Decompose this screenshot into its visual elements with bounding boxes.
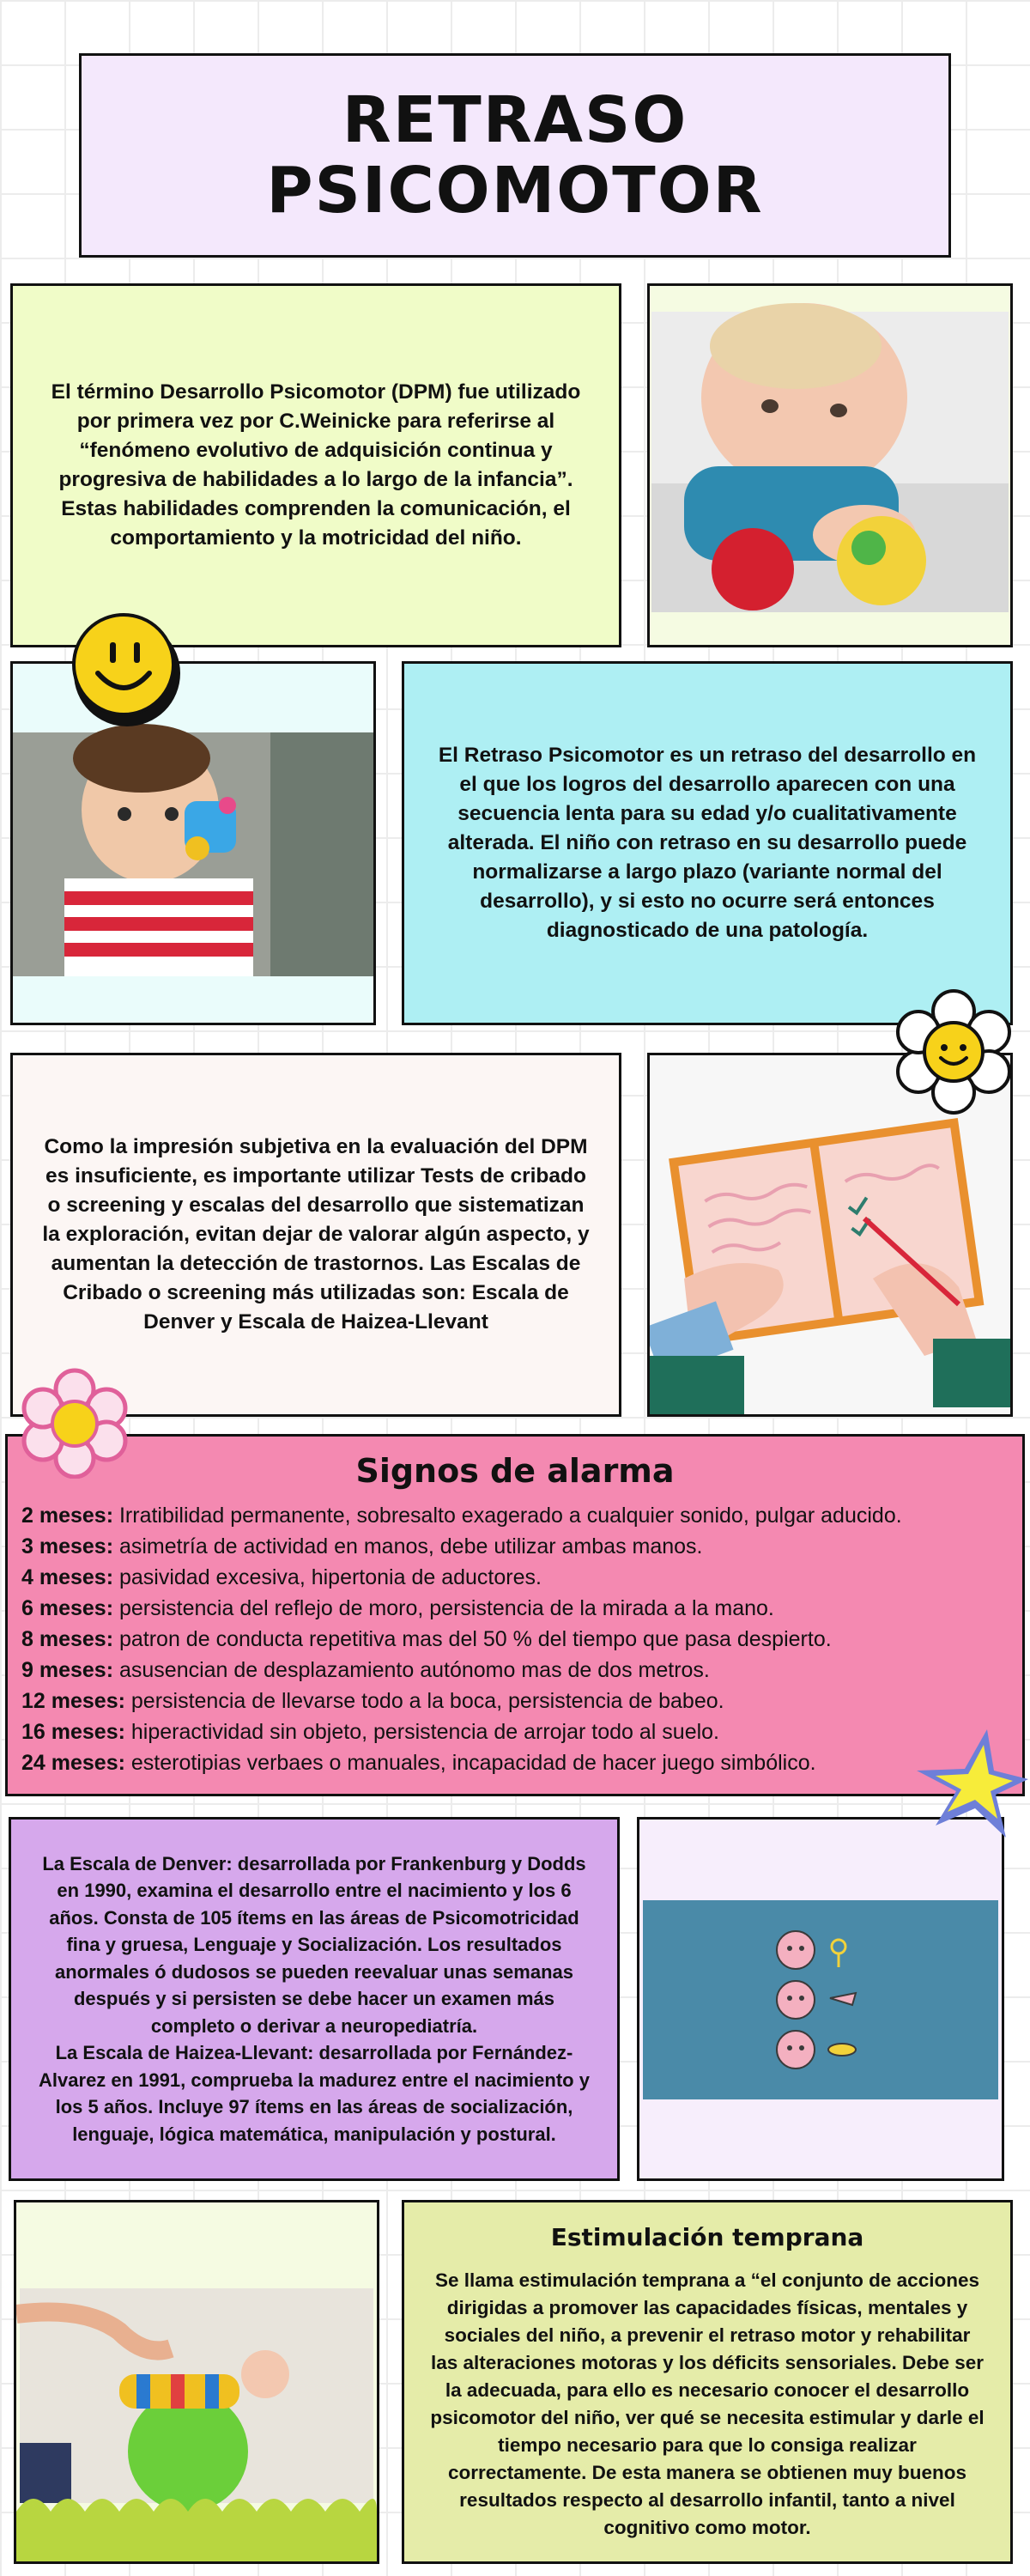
- alarm-item-text: hiperactividad sin objeto, persistencia de arrojar todo al suelo.: [124, 1720, 720, 1744]
- alarm-item-text: persistencia de llevarse todo a la boca, persistencia de babeo.: [124, 1689, 724, 1713]
- alarm-item-age: 4 meses:: [21, 1565, 114, 1589]
- dpm-definition-card: [10, 283, 621, 647]
- alarm-item-text: asimetría de actividad en manos, debe utilizar ambas manos.: [113, 1534, 703, 1558]
- alarm-item: [21, 1716, 1009, 1747]
- alarm-item-text: Irratibilidad permanente, sobresalto exagerado a cualquier sonido, pulgar aducido.: [113, 1504, 902, 1528]
- alarm-item-text: patron de conducta repetitiva mas del 50 % del tiempo que pasa despierto.: [113, 1627, 832, 1651]
- escalas-card: [9, 1817, 620, 2181]
- alarm-item-age: 12 meses:: [21, 1689, 125, 1713]
- alarm-item-age: 3 meses:: [21, 1534, 114, 1558]
- pink-flower-icon: [19, 1367, 130, 1479]
- alarm-item: [21, 1562, 1009, 1593]
- haizea-text: La Escala de Haizea-Llevant: desarrollada por Fernández-Alvarez en 1991, comprueba la madurez entre el nacimiento y los 5 años. Incluye 97 ítems en las áreas de socialización, lenguaje, lógica matemática, manipulación y postural.: [39, 2042, 590, 2145]
- alarm-item-age: 8 meses:: [21, 1627, 114, 1651]
- boy-toy-photo: [10, 661, 376, 1025]
- title-line-1: RETRASO: [342, 83, 688, 157]
- alarm-item: [21, 1593, 1009, 1624]
- baby-faces-panel: [637, 1817, 1004, 2181]
- alarm-item: [21, 1531, 1009, 1562]
- denver-text: La Escala de Denver: desarrollada por Frankenburg y Dodds en 1990, examina el desarrollo entre el nacimiento y los 6 años. Consta de 105 ítems en las áreas de Psicomotricidad fina y gruesa, Lenguaje y Socialización. Los resultados anormales ó dudosos se pueden reevaluar unas semanas después y si persisten se debe hacer un examen más completo o derivar a neuropediatría.: [42, 1852, 586, 2037]
- alarm-item: [21, 1686, 1009, 1716]
- alarm-item: [21, 1500, 1009, 1531]
- title-line-2: PSICOMOTOR: [266, 154, 764, 228]
- alarm-item-age: 9 meses:: [21, 1658, 114, 1682]
- alarm-item: [21, 1624, 1009, 1655]
- dpm-definition-text: El término Desarrollo Psicomotor (DPM) fue utilizado por primera vez por C.Weinicke para referirse al “fenómeno evolutivo de adquisición continua y progresiva de habilidades a lo largo de la infancia”. Estas habilidades comprenden la comunicación, el comportamiento y la motricidad del niño.: [51, 380, 581, 550]
- estimulacion-title: Estimulación temprana: [550, 2222, 864, 2251]
- alarm-item-age: 16 meses:: [21, 1720, 125, 1744]
- alarm-signs-title: Signos de alarma: [355, 1452, 675, 1490]
- evaluacion-card: [10, 1053, 621, 1417]
- evaluacion-text: Como la impresión subjetiva en la evaluación del DPM es insuficiente, es importante utilizar Tests de cribado o screening y escalas del desarrollo que sistematizan la exploración, evitan dejar de valorar algún aspecto, y aumentan la detección de trastornos. Las Escalas de Cribado o screening más utilizadas son: Escala de Denver y Escala de Haizea-Llevant: [42, 1135, 590, 1334]
- retraso-definition-card: [402, 661, 1013, 1025]
- alarm-item-age: 24 meses:: [21, 1751, 125, 1775]
- baby-toy-photo: [647, 283, 1013, 647]
- alarm-item-age: 2 meses:: [21, 1504, 114, 1528]
- baby-on-ball-image: [16, 2202, 377, 2561]
- baby-ball-photo: [14, 2200, 379, 2564]
- alarm-item-age: 6 meses:: [21, 1596, 114, 1620]
- estimulacion-card: [402, 2200, 1013, 2564]
- alarm-item: [21, 1747, 1009, 1778]
- estimulacion-text: Se llama estimulación temprana a “el conjunto de acciones dirigidas a promover las capacidades físicas, mentales y sociales del niño, a prevenir el retraso motor y rehabilitar las alteraciones motoras y los déficits sensoriales. Debe ser la adecuada, para ello es necesario conocer el desarrollo psicomotor del niño, ver qué se necesita estimular y darle el tiempo necesario para que lo consiga realizar correctamente. De esta manera se obtienen muy buenos resultados respecto al desarrollo infantil, tanto a nivel cognitivo como motor.: [430, 2269, 985, 2538]
- alarm-item-text: pasividad excesiva, hipertonia de aductores.: [113, 1565, 542, 1589]
- alarm-item: [21, 1655, 1009, 1686]
- baby-with-toys-image: [650, 286, 1010, 645]
- alarm-item-text: esterotipias verbaes o manuales, incapacidad de hacer juego simbólico.: [124, 1751, 816, 1775]
- alarm-item-text: persistencia del reflejo de moro, persistencia de la mirada a la mano.: [113, 1596, 774, 1620]
- flower-smiley-icon: [889, 987, 1018, 1116]
- star-burst-icon: [912, 1726, 1030, 1843]
- alarm-signs-card: [5, 1434, 1025, 1796]
- title-banner: [79, 53, 951, 258]
- retraso-definition-text: El Retraso Psicomotor es un retraso del desarrollo en el que los logros del desarrollo aparecen con una secuencia lenta para su edad y/o cualitativamente alterada. El niño con retraso en su desarrollo puede normalizarse a largo plazo (variante normal del desarrollo), y si esto no ocurre será entonces diagnosticado de una patología.: [438, 744, 977, 942]
- smiley-sticker-icon: [67, 608, 187, 728]
- baby-faces-icon: [639, 1820, 1002, 2178]
- alarm-item-text: asusencian de desplazamiento autónomo mas de dos metros.: [113, 1658, 710, 1682]
